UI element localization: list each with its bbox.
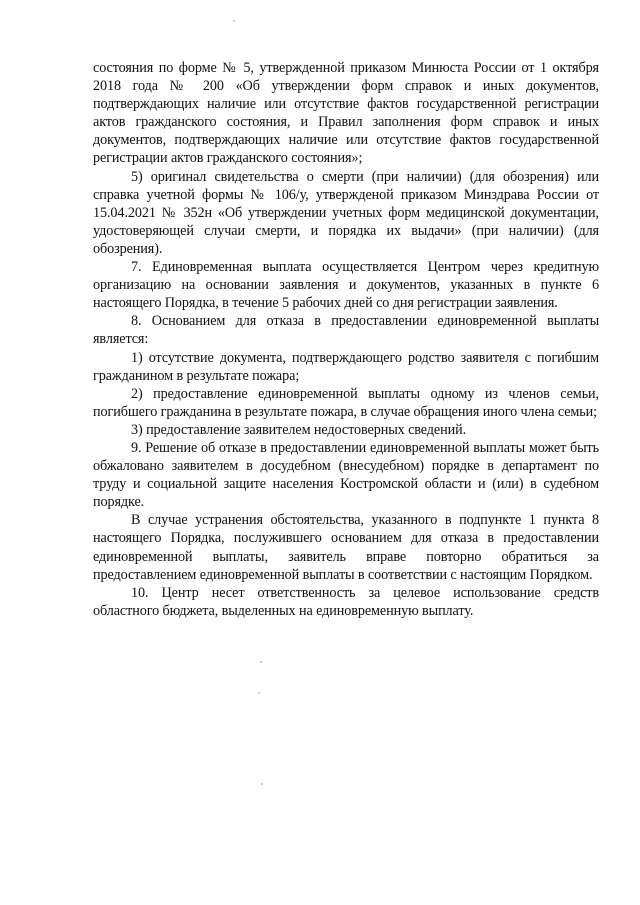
scan-speck [260,661,262,663]
scan-speck [233,20,235,22]
paragraph-death-certificate-item-5: 5) оригинал свидетельства о смерти (при наличии) (для обозрения) или справка учетной формы № 106/у, утвержденой приказом Минздрава России от 15.04.2021 № 352н «Об утверждении учетных форм медицинской документации, удостоверяющей случаи смерти, и порядка их выдачи» (при наличии) (для обозрения). [93,168,599,257]
paragraph-clause-8-refusal-grounds: 8. Основанием для отказа в предоставлении единовременной выплаты является: [93,313,599,348]
document-body [93,59,599,620]
paragraph-clause-9-appeal: 9. Решение об отказе в предоставлении единовременной выплаты может быть обжаловано заявителем в досудебном (внесудебном) порядке в департамент по труду и социальной защите населения Костромской области и (или) в судебном порядке. [93,439,599,511]
scan-speck [261,783,263,785]
paragraph-birth-certificate-form-continuation: состояния по форме № 5, утвержденной приказом Минюста России от 1 октября 2018 года № 200 «Об утверждении форм справок и иных документов, подтверждающих наличие или отсутствие фактов государственной регистрации актов гражданского состояния, и Правил заполнения форм справок и иных документов, подтверждающих наличие или отсутствие фактов государственной регистрации актов гражданского состояния»; [93,60,599,167]
paragraph-clause-7-payment-procedure: 7. Единовременная выплата осуществляется Центром через кредитную организацию на основании заявления и документов, указанных в пункте 6 настоящего Порядка, в течение 5 рабочих дней со дня регистрации заявления. [93,259,599,312]
paragraph-refusal-ground-2: 2) предоставление единовременной выплаты одному из членов семьи, погибшего гражданина в результате пожара, в случае обращения иного члена семьи; [93,385,599,420]
paragraph-reapplication: В случае устранения обстоятельства, указанного в подпункте 1 пункта 8 настоящего Порядка, послужившего основанием для отказа в предоставлении единовременной выплаты, заявитель вправе повторно обратиться за предоставлением единовременной выплаты в соответствии с настоящим Порядком. [93,512,599,583]
paragraph-clause-10-responsibility: 10. Центр несет ответственность за целевое использование средств областного бюджета, выделенных на единовременную выплату. [93,584,599,619]
paragraph-refusal-ground-1: 1) отсутствие документа, подтверждающего родство заявителя с погибшим гражданином в результате пожара; [93,349,599,384]
scan-speck [258,692,260,694]
paragraph-refusal-ground-3: 3) предоставление заявителем недостоверных сведений. [131,421,467,438]
